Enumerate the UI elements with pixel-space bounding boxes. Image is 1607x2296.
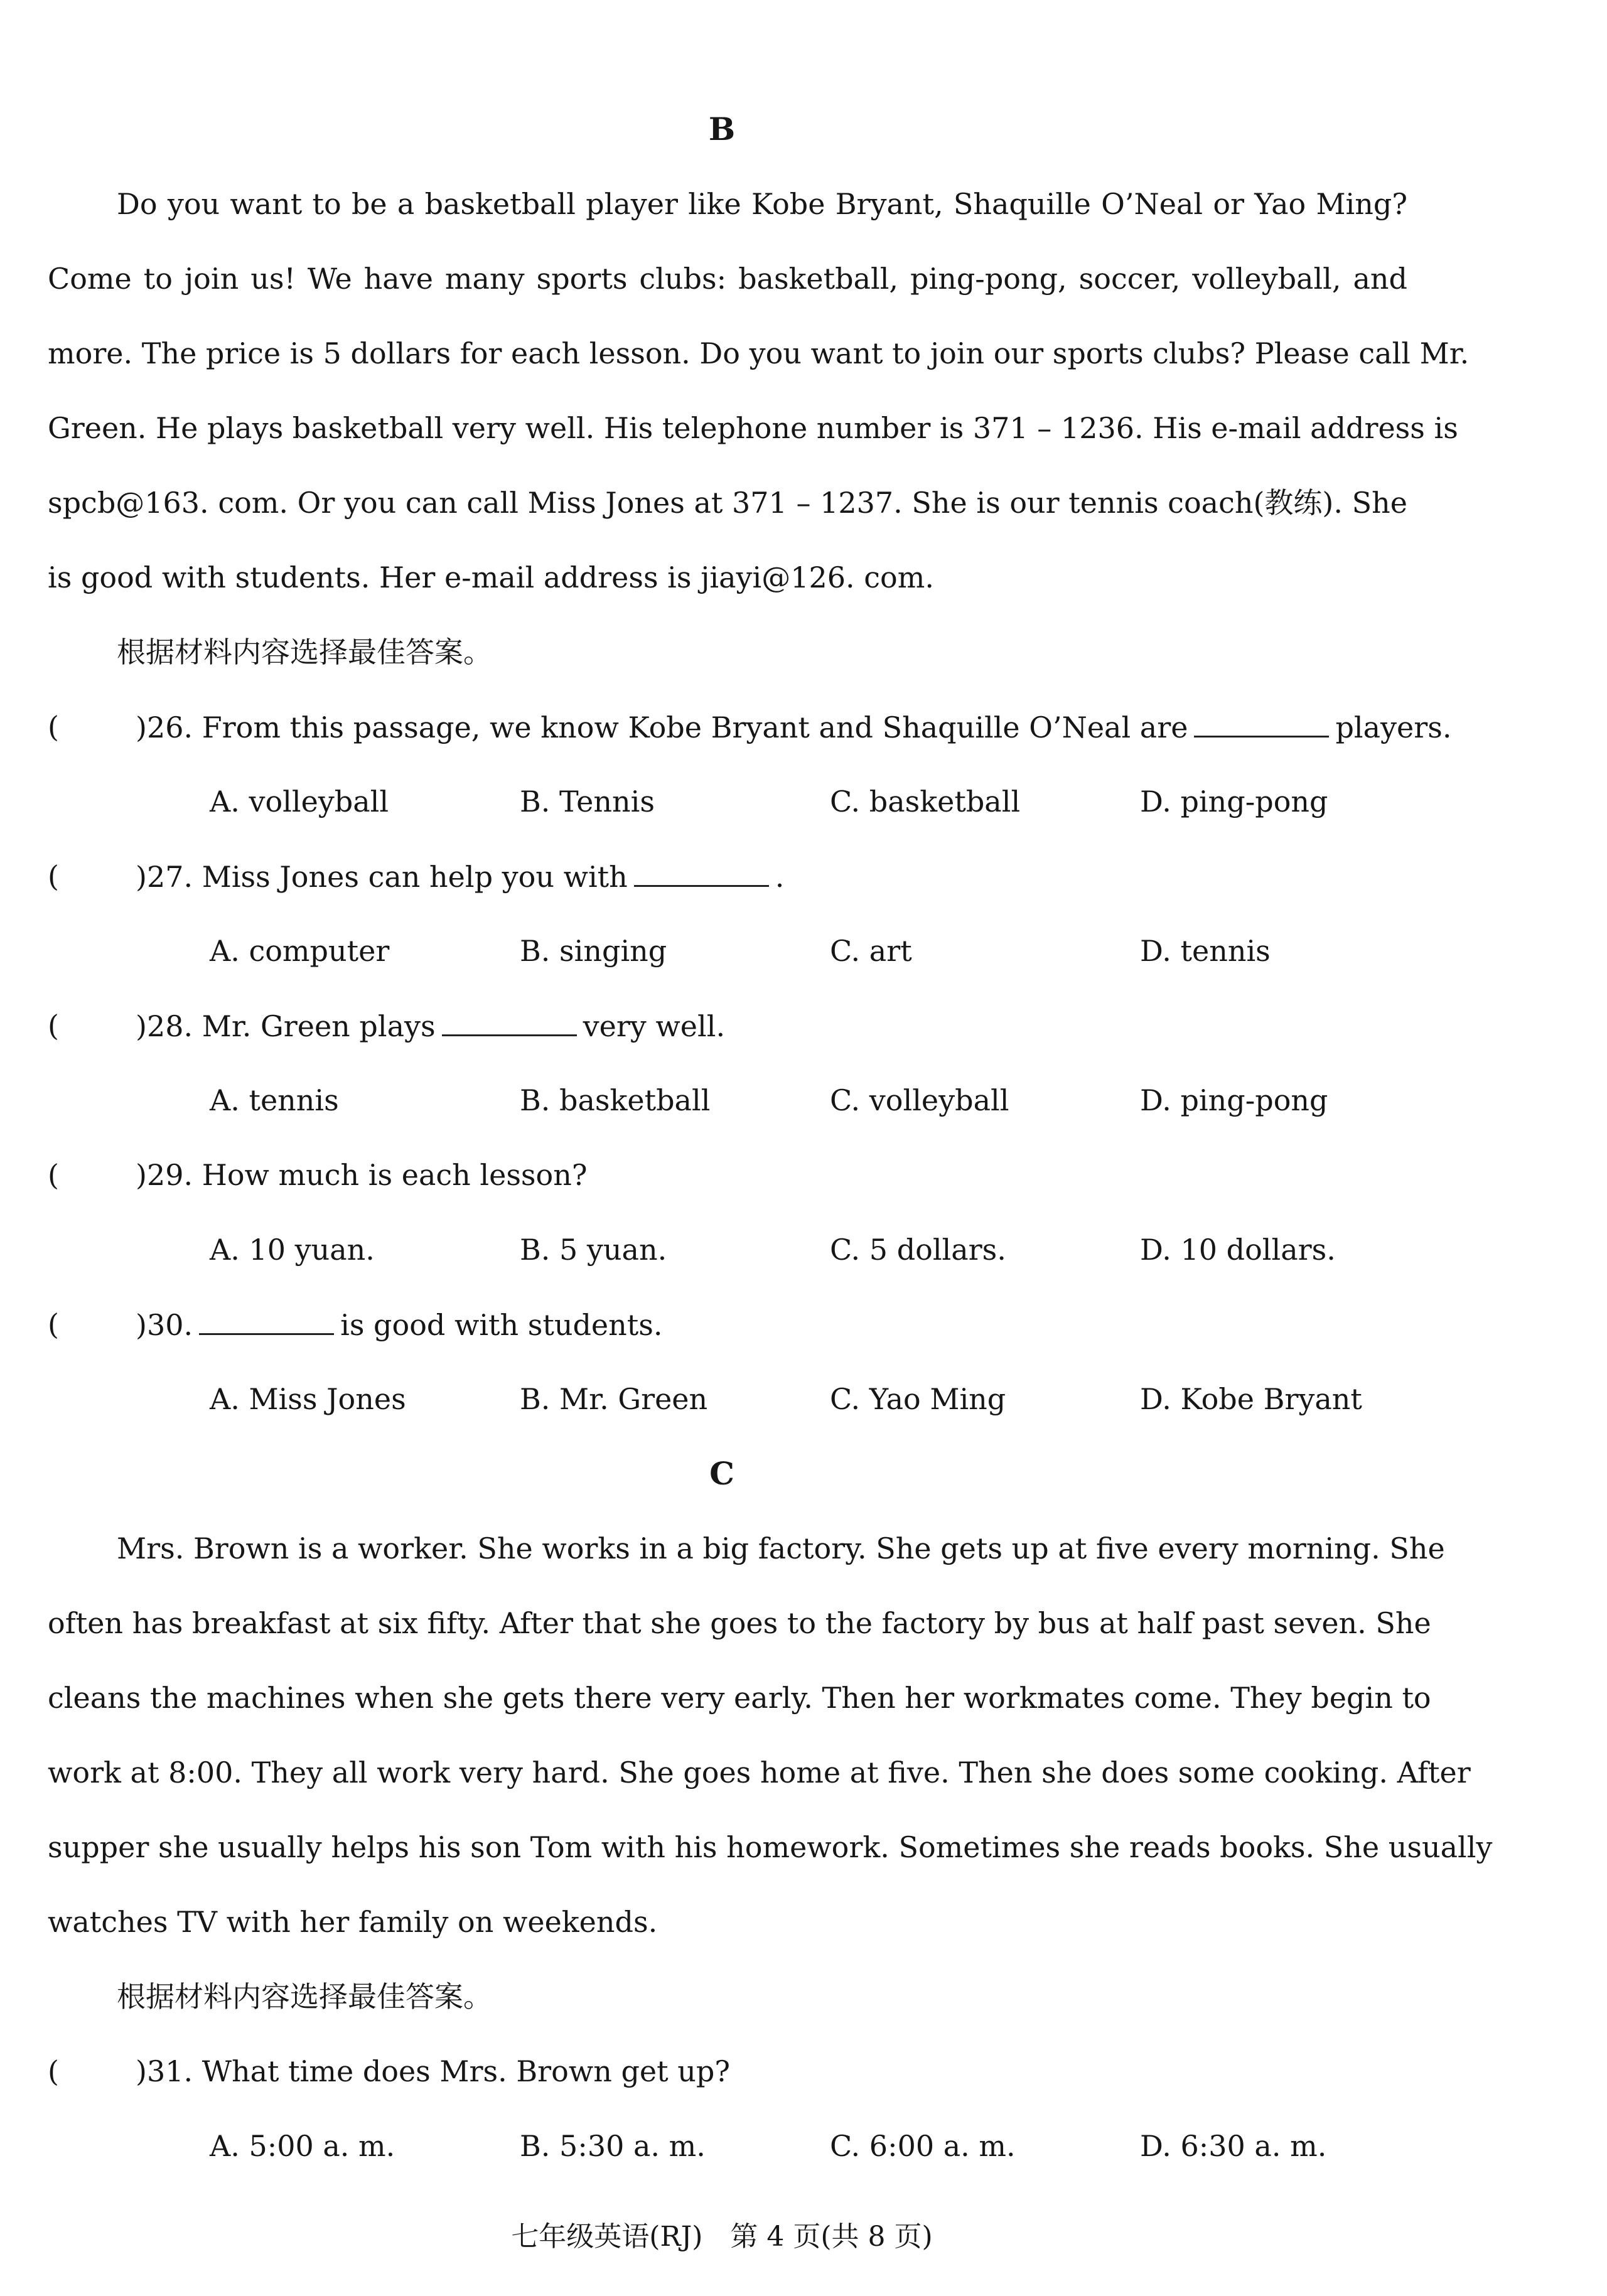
question-text: )27. Miss Jones can help you with .	[136, 857, 784, 896]
passage-b-line: Come to join us! We have many sports clubs: basketball, ping-pong, soccer, volleyball, and	[48, 262, 1407, 296]
answer-blank	[634, 857, 769, 887]
option-c: C. art	[830, 934, 912, 968]
question-text: )28. Mr. Green plays very well.	[136, 1007, 725, 1045]
passage-b-line: more. The price is 5 dollars for each lesson. Do you want to join our sports clubs? Please call Mr.	[48, 336, 1470, 370]
option-d: D. 6:30 a. m.	[1140, 2129, 1327, 2163]
question-text: )31. What time does Mrs. Brown get up?	[136, 2054, 730, 2088]
section-b-instruction: 根据材料内容选择最佳答案。	[117, 635, 492, 669]
passage-b-line: Green. He plays basketball very well. His telephone number is 371 – 1236. His e-mail address is	[48, 411, 1458, 445]
section-b-heading: B	[708, 110, 736, 148]
option-d: D. tennis	[1140, 934, 1271, 968]
passage-c-line: watches TV with her family on weekends.	[48, 1905, 658, 1939]
passage-b-line: spcb@163. com. Or you can call Miss Jones at 371 – 1237. She is our tennis coach(教练). She	[48, 486, 1407, 520]
option-b: B. singing	[520, 934, 667, 968]
answer-paren-open: (	[48, 2054, 59, 2088]
option-a: A. Miss Jones	[210, 1382, 406, 1416]
option-c: C. volleyball	[830, 1083, 1009, 1117]
option-a: A. 5:00 a. m.	[210, 2129, 395, 2163]
passage-c-line: often has breakfast at six fifty. After that she goes to the factory by bus at half past seven. She	[48, 1606, 1431, 1640]
passage-b-line: Do you want to be a basketball player like Kobe Bryant, Shaquille O’Neal or Yao Ming?	[117, 187, 1407, 221]
option-b: B. Tennis	[520, 785, 655, 818]
option-c: C. 5 dollars.	[830, 1233, 1006, 1267]
option-d: D. 10 dollars.	[1140, 1233, 1336, 1267]
option-d: D. ping-pong	[1140, 1083, 1328, 1117]
section-c-heading: C	[709, 1455, 734, 1492]
passage-c-line: work at 8:00. They all work very hard. She goes home at five. Then she does some cooking. After	[48, 1756, 1471, 1789]
passage-b-line: is good with students. Her e-mail address is jiayi@126. com.	[48, 561, 934, 594]
option-c: C. 6:00 a. m.	[830, 2129, 1016, 2163]
option-a: A. volleyball	[210, 785, 389, 818]
page-footer: 七年级英语(RJ) 第 4 页(共 8 页)	[511, 2221, 933, 2253]
passage-c-line: Mrs. Brown is a worker. She works in a big factory. She gets up at five every morning. She	[117, 1532, 1445, 1565]
answer-blank	[199, 1306, 334, 1335]
option-d: D. Kobe Bryant	[1140, 1382, 1362, 1416]
option-b: B. 5 yuan.	[520, 1233, 667, 1267]
passage-c-line: cleans the machines when she gets there very early. Then her workmates come. They begin to	[48, 1681, 1431, 1715]
option-c: C. Yao Ming	[830, 1382, 1006, 1416]
answer-paren-open: (	[48, 710, 59, 744]
option-b: B. basketball	[520, 1083, 711, 1117]
question-text: )26. From this passage, we know Kobe Bryant and Shaquille O’Neal are players.	[136, 708, 1451, 746]
answer-blank	[1194, 708, 1329, 738]
option-c: C. basketball	[830, 785, 1021, 818]
answer-blank	[442, 1007, 577, 1036]
answer-paren-open: (	[48, 859, 59, 893]
option-d: D. ping-pong	[1140, 785, 1328, 818]
answer-paren-open: (	[48, 1158, 59, 1192]
answer-paren-open: (	[48, 1307, 59, 1341]
option-b: B. 5:30 a. m.	[520, 2129, 706, 2163]
answer-paren-open: (	[48, 1009, 59, 1043]
section-c-instruction: 根据材料内容选择最佳答案。	[117, 1980, 492, 2014]
option-a: A. 10 yuan.	[210, 1233, 375, 1267]
passage-c-line: supper she usually helps his son Tom with his homework. Sometimes she reads books. She usually	[48, 1830, 1493, 1864]
question-text: )29. How much is each lesson?	[136, 1158, 588, 1192]
option-a: A. tennis	[210, 1083, 339, 1117]
option-a: A. computer	[210, 934, 390, 968]
question-text: )30. is good with students.	[136, 1306, 663, 1344]
option-b: B. Mr. Green	[520, 1382, 708, 1416]
